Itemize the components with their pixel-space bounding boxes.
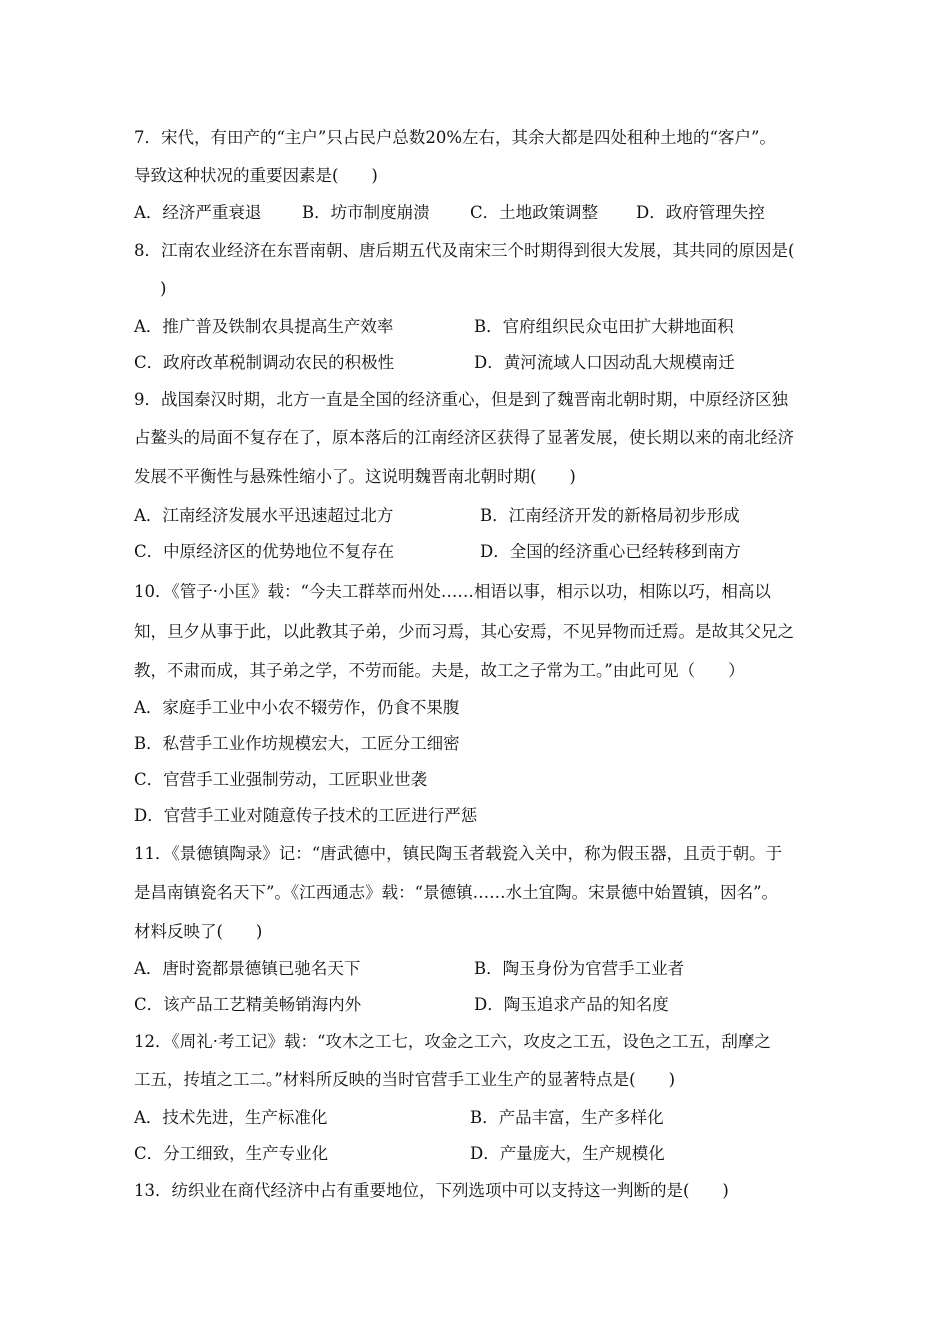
q9-stem-line2: 占鳌头的局面不复存在了，原本落后的江南经济区获得了显著发展，使长期以来的南北经济: [134, 428, 794, 447]
q7-stem-line2: 导致这种状况的重要因素是( ): [134, 166, 378, 185]
q12-stem-line2: 工五，抟埴之工二。”材料所反映的当时官营手工业生产的显著特点是( ): [134, 1070, 676, 1089]
q8-option-d: D．黄河流域人口因动乱大规模南迁: [474, 353, 735, 372]
q12-option-c: C．分工细致，生产专业化: [134, 1144, 329, 1163]
q7-stem-line1: 7．宋代，有田产的“主户”只占民户总数20%左右，其余大都是四处租种土地的“客户”。: [134, 128, 776, 147]
q9-stem-line3: 发展不平衡性与悬殊性缩小了。这说明魏晋南北朝时期( ): [134, 467, 576, 486]
q9-option-d: D．全国的经济重心已经转移到南方: [480, 542, 741, 561]
q8-option-c: C．政府改革税制调动农民的积极性: [134, 353, 395, 372]
q11-option-d: D．陶玉追求产品的知名度: [474, 995, 669, 1014]
q11-stem-line3: 材料反映了( ): [134, 922, 263, 941]
q10-option-b: B．私营手工业作坊规模宏大，工匠分工细密: [134, 734, 460, 753]
q12-option-a: A．技术先进，生产标准化: [134, 1108, 328, 1127]
q10-option-d: D．官营手工业对随意传子技术的工匠进行严惩: [134, 806, 478, 825]
q10-option-a: A．家庭手工业中小农不辍劳作，仍食不果腹: [134, 698, 460, 717]
q9-option-a: A．江南经济发展水平迅速超过北方: [134, 506, 394, 525]
q8-option-a: A．推广普及铁制农具提高生产效率: [134, 317, 394, 336]
q11-option-b: B．陶玉身份为官营手工业者: [474, 959, 685, 978]
q11-stem-line2: 是昌南镇瓷名天下”。《江西通志》载：“景德镇……水土宜陶。宋景德中始置镇，因名”。: [134, 883, 779, 902]
q8-stem-line1: 8．江南农业经济在东晋南朝、唐后期五代及南宋三个时期得到很大发展，其共同的原因是(: [134, 241, 795, 260]
q7-option-a: A．经济严重衰退: [134, 203, 262, 222]
q11-option-a: A．唐时瓷都景德镇已驰名天下: [134, 959, 361, 978]
q11-stem-line1: 11．《景德镇陶录》记：“唐武德中，镇民陶玉者载瓷入关中，称为假玉器，且贡于朝。于: [134, 844, 783, 863]
q12-stem-line1: 12．《周礼·考工记》载：“攻木之工七，攻金之工六，攻皮之工五，设色之工五，刮摩之: [134, 1032, 771, 1051]
q8-option-b: B．官府组织民众屯田扩大耕地面积: [474, 317, 734, 336]
q10-stem-line2: 知，旦夕从事于此，以此教其子弟，少而习焉，其心安焉，不见异物而迁焉。是故其父兄之: [134, 622, 794, 641]
q7-option-b: B．坊市制度崩溃: [302, 203, 430, 222]
q10-stem-line3: 教，不肃而成，其子弟之学，不劳而能。夫是，故工之子常为工。”由此可见（ ）: [134, 661, 745, 680]
q12-option-d: D．产量庞大，生产规模化: [470, 1144, 665, 1163]
q11-option-c: C．该产品工艺精美畅销海内外: [134, 995, 362, 1014]
q9-stem-line1: 9．战国秦汉时期，北方一直是全国的经济重心，但是到了魏晋南北朝时期，中原经济区独: [134, 390, 788, 409]
q7-option-d: D．政府管理失控: [636, 203, 765, 222]
q13-stem-line1: 13．纺织业在商代经济中占有重要地位，下列选项中可以支持这一判断的是( ): [134, 1181, 729, 1200]
q10-option-c: C．官营手工业强制劳动，工匠职业世袭: [134, 770, 428, 789]
q10-stem-line1: 10．《管子·小匡》载：“今夫工群萃而州处……相语以事，相示以功，相陈以巧，相高以: [134, 582, 771, 601]
q7-option-c: C．土地政策调整: [470, 203, 599, 222]
q8-stem-line2: ): [160, 279, 167, 298]
q9-option-b: B．江南经济开发的新格局初步形成: [480, 506, 740, 525]
q12-option-b: B．产品丰富，生产多样化: [470, 1108, 664, 1127]
q9-option-c: C．中原经济区的优势地位不复存在: [134, 542, 395, 561]
